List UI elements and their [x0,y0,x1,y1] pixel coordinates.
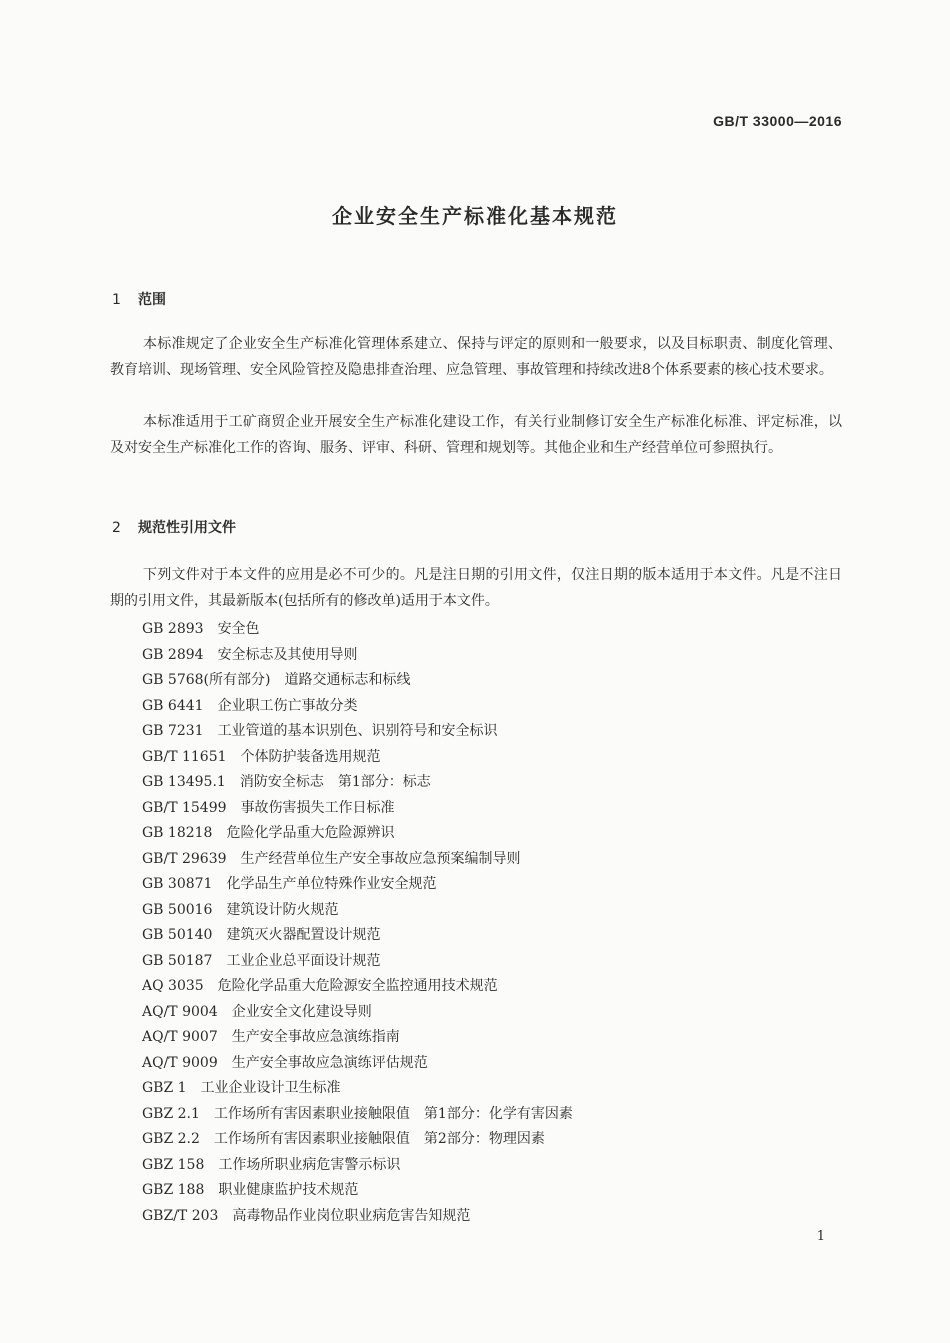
reference-list [142,617,573,1229]
reference-title: 建筑灭火器配置设计规范 [226,927,381,943]
reference-title: 建筑设计防火规范 [226,901,339,918]
reference-item [142,668,573,694]
reference-item [142,898,573,924]
reference-code: GBZ 1 [142,1080,187,1096]
reference-title: 个体防护装备选用规范 [240,748,381,765]
reference-title: 危险化学品重大危险源辨识 [226,825,395,841]
reference-title: 生产安全事故应急演练评估规范 [231,1054,428,1071]
reference-code: GB 30871 [142,876,213,892]
document-title: 企业安全生产标准化基本规范 [332,204,618,228]
reference-item [142,719,573,745]
reference-item [142,796,573,822]
reference-item [142,770,573,796]
section-2-heading [112,517,236,537]
reference-title: 工作场所有害因素职业接触限值 第2部分：物理因素 [213,1131,545,1147]
reference-title: 工业企业设计卫生标准 [200,1080,341,1096]
reference-item [142,847,573,873]
section-1-paragraph-1: 本标准规定了企业安全生产标准化管理体系建立、保持与评定的原则和一般要求，以及目标职责、制度化管理、教育培训、现场管理、安全风险管控及隐患排查治理、应急管理、事故管理和持续改进8个体系要素的核心技术要求。 [110,336,842,378]
reference-item [142,745,573,771]
reference-title: 危险化学品重大危险源安全监控通用技术规范 [217,978,498,994]
reference-code: GB 7231 [142,723,204,739]
reference-item [142,1204,573,1230]
reference-code: GB 50140 [142,927,213,943]
reference-item [142,872,573,898]
reference-code: GBZ 158 [142,1156,205,1173]
reference-item [142,617,573,643]
reference-code: GB/T 11651 [142,748,227,765]
reference-item [142,923,573,949]
reference-item [142,1127,573,1153]
reference-item [142,1025,573,1051]
reference-code: GBZ 2.2 [142,1131,200,1147]
standard-number: GB/T 33000—2016 [713,113,842,129]
reference-code: GB 2893 [142,621,204,637]
reference-code: GB 6441 [142,697,204,714]
reference-item [142,1051,573,1077]
reference-title: 职业健康监护技术规范 [218,1182,359,1198]
reference-code: GB 13495.1 [142,774,226,790]
reference-item [142,1076,573,1102]
reference-item [142,1178,573,1204]
reference-title: 化学品生产单位特殊作业安全规范 [226,876,437,892]
section-2-paragraph-1: 下列文件对于本文件的应用是必不可少的。凡是注日期的引用文件，仅注日期的版本适用于本文件。凡是不注日期的引用文件，其最新版本(包括所有的修改单)适用于本文件。 [110,567,842,609]
reference-title: 工作场所有害因素职业接触限值 第1部分：化学有害因素 [213,1105,573,1122]
reference-item [142,821,573,847]
reference-title: 高毒物品作业岗位职业病危害告知规范 [232,1207,471,1224]
reference-item [142,974,573,1000]
reference-code: GB/T 15499 [142,799,227,816]
reference-title: 安全标志及其使用导则 [217,646,358,663]
reference-code: GB 2894 [142,646,204,663]
page-number: 1 [816,1229,825,1244]
reference-code: GB 50187 [142,952,213,969]
reference-title: 安全色 [217,621,260,637]
reference-title: 事故伤害损失工作日标准 [240,799,395,816]
reference-title: 道路交通标志和标线 [284,672,411,688]
reference-code: GB/T 29639 [142,850,227,867]
reference-title: 企业安全文化建设导则 [231,1003,372,1020]
reference-code: AQ/T 9007 [142,1029,218,1045]
reference-code: GBZ/T 203 [142,1207,219,1224]
reference-item [142,1000,573,1026]
reference-item [142,949,573,975]
reference-code: GB 18218 [142,825,213,841]
reference-item [142,1153,573,1179]
reference-code: AQ/T 9004 [142,1003,218,1020]
reference-item [142,694,573,720]
reference-code: GB 50016 [142,901,213,918]
reference-item [142,643,573,669]
reference-code: GBZ 188 [142,1182,205,1198]
reference-title: 生产安全事故应急演练指南 [231,1029,400,1045]
reference-title: 消防安全标志 第1部分：标志 [239,774,431,790]
reference-title: 企业职工伤亡事故分类 [217,697,358,714]
section-number: 2 [112,520,121,536]
reference-title: 工业管道的基本识别色、识别符号和安全标识 [217,723,498,739]
section-1-heading [112,289,166,309]
reference-title: 生产经营单位生产安全事故应急预案编制导则 [240,850,521,867]
reference-code: AQ 3035 [142,978,204,994]
reference-item [142,1102,573,1128]
section-1-paragraph-2: 本标准适用于工矿商贸企业开展安全生产标准化建设工作，有关行业制修订安全生产标准化标准、评定标准，以及对安全生产标准化工作的咨询、服务、评审、科研、管理和规划等。其他企业和生产经营单位可参照执行。 [110,414,842,456]
section-title: 规范性引用文件 [138,520,236,536]
reference-code: GB 5768(所有部分) [142,672,271,688]
reference-code: GBZ 2.1 [142,1105,200,1122]
reference-title: 工作场所职业病危害警示标识 [218,1156,401,1173]
reference-code: AQ/T 9009 [142,1054,218,1071]
reference-title: 工业企业总平面设计规范 [226,952,381,969]
section-number: 1 [112,292,121,308]
section-title: 范围 [138,292,166,308]
